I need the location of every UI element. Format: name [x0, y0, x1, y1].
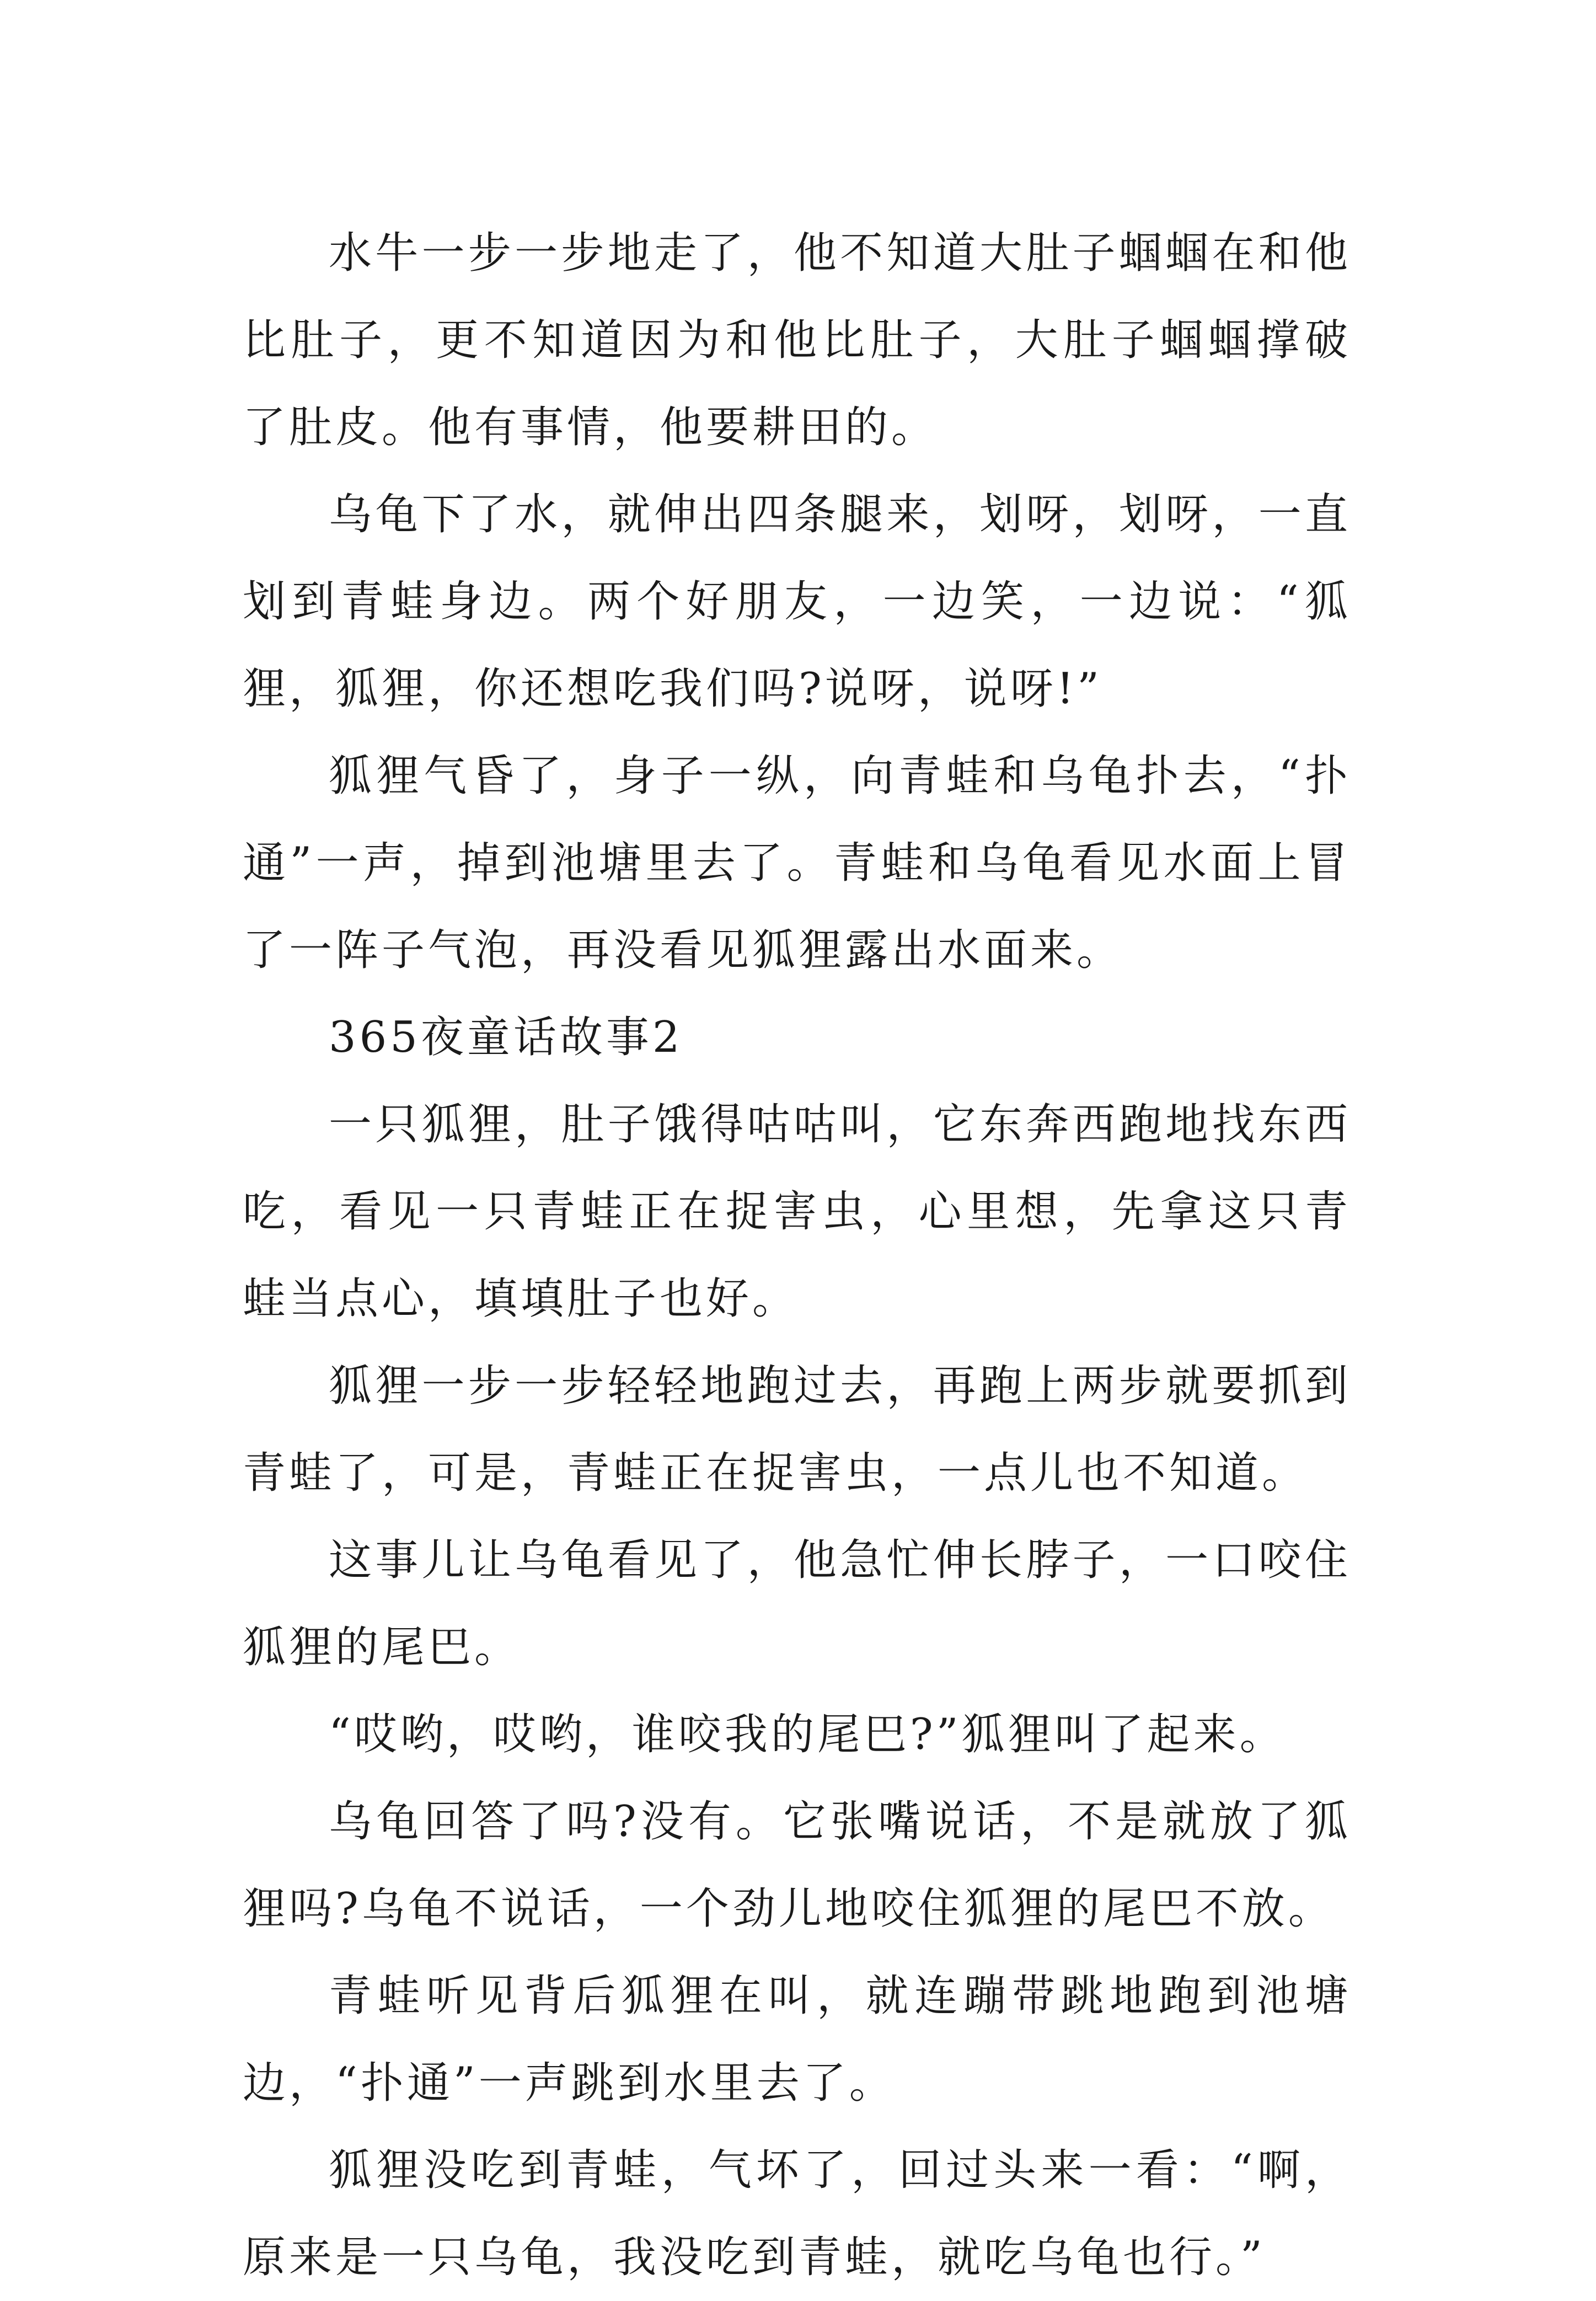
paragraph: 狐狸没吃到青蛙，气坏了，回过头来一看：“啊，原来是一只乌龟，我没吃到青蛙，就吃乌龟也行。” [243, 2145, 1351, 2282]
paragraph: 青蛙听见背后狐狸在叫，就连蹦带跳地跑到池塘边，“扑通”一声跳到水里去了。 [243, 1971, 1351, 2108]
paragraph: 一只狐狸，肚子饿得咕咕叫，它东奔西跑地找东西吃，看见一只青蛙正在捉害虫，心里想，先拿这只青蛙当点心，填填肚子也好。 [243, 1100, 1351, 1324]
paragraph: 乌龟回答了吗?没有。它张嘴说话，不是就放了狐狸吗?乌龟不说话，一个劲儿地咬住狐狸的尾巴不放。 [243, 1797, 1351, 1934]
document-body [243, 210, 1351, 2301]
paragraph: 狐狸气昏了，身子一纵，向青蛙和乌龟扑去，“扑通”一声，掉到池塘里去了。青蛙和乌龟看见水面上冒了一阵子气泡，再没看见狐狸露出水面来。 [243, 751, 1351, 975]
paragraph: 水牛一步一步地走了，他不知道大肚子蝈蝈在和他比肚子，更不知道因为和他比肚子，大肚子蝈蝈撑破了肚皮。他有事情，他要耕田的。 [243, 228, 1351, 452]
paragraph: 这事儿让乌龟看见了，他急忙伸长脖子，一口咬住狐狸的尾巴。 [243, 1535, 1351, 1672]
section-title: 365夜童话故事2 [329, 1013, 683, 1062]
paragraph: 乌龟下了水，就伸出四条腿来，划呀，划呀，一直划到青蛙身边。两个好朋友，一边笑，一边说：“狐狸，狐狸，你还想吃我们吗?说呀，说呀!” [243, 490, 1351, 714]
paragraph: 狐狸一步一步轻轻地跑过去，再跑上两步就要抓到青蛙了，可是，青蛙正在捉害虫，一点儿也不知道。 [243, 1361, 1351, 1498]
paragraph: “哎哟，哎哟，谁咬我的尾巴?”狐狸叫了起来。 [329, 1710, 1286, 1759]
